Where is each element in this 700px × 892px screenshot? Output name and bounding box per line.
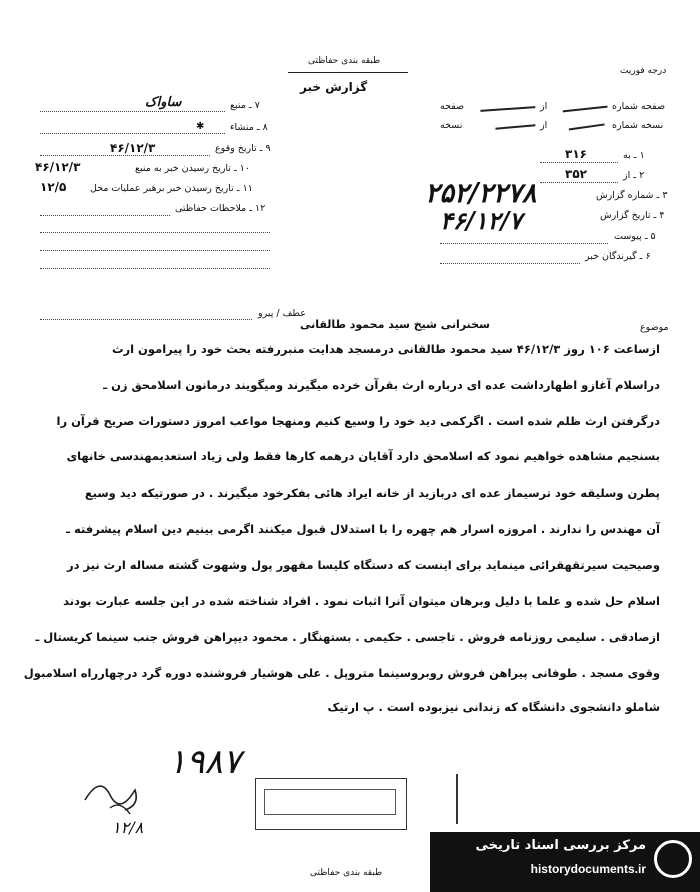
field-4-label: ۴ ـ تاریخ گزارش xyxy=(600,210,665,221)
asterisk-icon: ✱ xyxy=(196,121,205,132)
copy-word-label: نسخه xyxy=(440,120,463,131)
field-9-label: ۹ ـ تاریخ وقوع xyxy=(215,143,271,154)
handwritten-bottom-date: ۱۲/۸ xyxy=(112,818,144,837)
title-underline xyxy=(288,72,408,73)
logo-emblem-icon xyxy=(654,840,692,878)
ref-label: عطف / پیرو xyxy=(258,308,306,319)
body-line: وصیحیت سیرتقهقرائی مینماید برای اینست که دستگاه کلیسا مقهور پول وشهوت گشته مساله ارث نیز در xyxy=(66,558,660,572)
stamp-box xyxy=(255,778,407,830)
page-of-label: از xyxy=(540,101,548,112)
body-line: وقوی مسجد . طوفانی پیراهن فروش روبروسینما متروپل . علی هوشیار فروشنده دوره گرد درچهارراه اسلامبول xyxy=(23,666,660,680)
field-1-label: ۱ ـ به xyxy=(623,150,645,161)
field-7-value: ساواک xyxy=(145,95,182,110)
logo-text: مرکز بررسی اسناد تاریخی xyxy=(475,838,646,853)
body-line: اسلام حل شده و علما با دلیل وبرهان میتوان آنرا اثبات نمود . افراد شناخته شده در این جلسه عبارت بودند xyxy=(63,594,660,608)
field-5-label: ۵ ـ پیوست xyxy=(614,231,656,242)
body-line: دراسلام آغازو اظهارداشت عده ای درباره ارث بقرآن خرده میگیرند ومیگویند درمانون اسلامحق زن ـ xyxy=(103,378,660,392)
page-count-label: صفحه شماره xyxy=(612,101,666,112)
stamp-partial xyxy=(456,774,588,824)
field-10-value: ۴۶/۱۲/۳ xyxy=(35,160,81,174)
handwritten-report-date: ۴۶/۱۲/۷ xyxy=(440,206,522,235)
body-line: ازصادقی . سلیمی روزنامه فروش . تاجسی . حکیمی . بستهنگار . محمود دیپراهن فروش جنب سینما کریستال ـ xyxy=(35,630,660,644)
logo-url: historydocuments.ir xyxy=(530,862,646,876)
classification-bottom: طبقه بندی حفاظتی xyxy=(310,868,383,878)
field-7-label: ۷ ـ منبع xyxy=(230,100,260,111)
field-12-label: ۱۲ ـ ملاحظات حفاظتی xyxy=(175,203,266,214)
body-line: پطرن وسلیقه خود ترسیماز عده ای دربازید از خانه ایراد هائی بفکرخود میگیرند . در صورتیکه دید وسیع xyxy=(84,486,660,500)
field-2-label: ۲ ـ از xyxy=(623,170,645,181)
body-line: درگرفتن ارث ظلم شده است . اگرکمی دید خود را وسیع کنیم ومنهجا مواعب امروز دستورات صریح قرآن را xyxy=(56,414,660,428)
field-10-label: ۱۰ ـ تاریخ رسیدن خبر به منبع xyxy=(135,163,250,174)
subject-value: سخنرانی شیخ سید محمود طالقانی xyxy=(300,318,490,331)
body-line: ازساعت ۱۰۶ روز ۴۶/۱۲/۳ سید محمود طالقانی درمسجد هدایت منبررفته بحث خود را پیرامون ارث xyxy=(111,342,660,356)
field-1-value: ۳۱۶ xyxy=(565,147,587,161)
handwritten-bottom-number: ۱۹۸۷ xyxy=(168,742,242,782)
field-8-label: ۸ ـ منشاء xyxy=(230,122,268,133)
copy-count-label: نسخه شماره xyxy=(612,120,664,131)
handwritten-report-number: ۲۵۲/۲۲۷۸ xyxy=(425,178,537,209)
signature-scribble xyxy=(80,770,150,820)
priority-label: درجه فوریت xyxy=(620,66,667,76)
field-11-value: ۱۲/۵ xyxy=(40,180,67,194)
field-6-label: ۶ ـ گیرندگان خبر xyxy=(585,251,651,262)
field-11-label: ۱۱ ـ تاریخ رسیدن خبر برهبر عملیات محل xyxy=(90,183,253,194)
page-word-label: صفحه xyxy=(440,101,465,112)
body-line: آن مهندس را ندارند . امروزه اسرار هم چهره را با استدلال قبول میکنند اگرمی بینیم دین اسلام پیشرفته ـ xyxy=(66,522,660,536)
report-title: گزارش خبر xyxy=(300,80,368,94)
logo-band xyxy=(430,832,700,892)
field-3-label: ۳ ـ شماره گزارش xyxy=(596,190,668,201)
body-line: بسنجیم مشاهده خواهیم نمود که اسلامحق دارد آقایان درهمه کارها فقط ولی زیاد استعدیمهندسی خانهای xyxy=(66,449,660,463)
field-2-value: ۳۵۲ xyxy=(565,167,587,181)
classification-top: طبقه بندی حفاظتی xyxy=(308,56,381,66)
subject-label: موضوع xyxy=(640,322,669,333)
field-9-value: ۴۶/۱۲/۳ xyxy=(110,141,156,155)
copy-of-label: از xyxy=(540,120,548,131)
body-line: شاملو دانشجوی دانشگاه که زندانی نیزبوده است . پ ارتیک xyxy=(327,700,660,714)
